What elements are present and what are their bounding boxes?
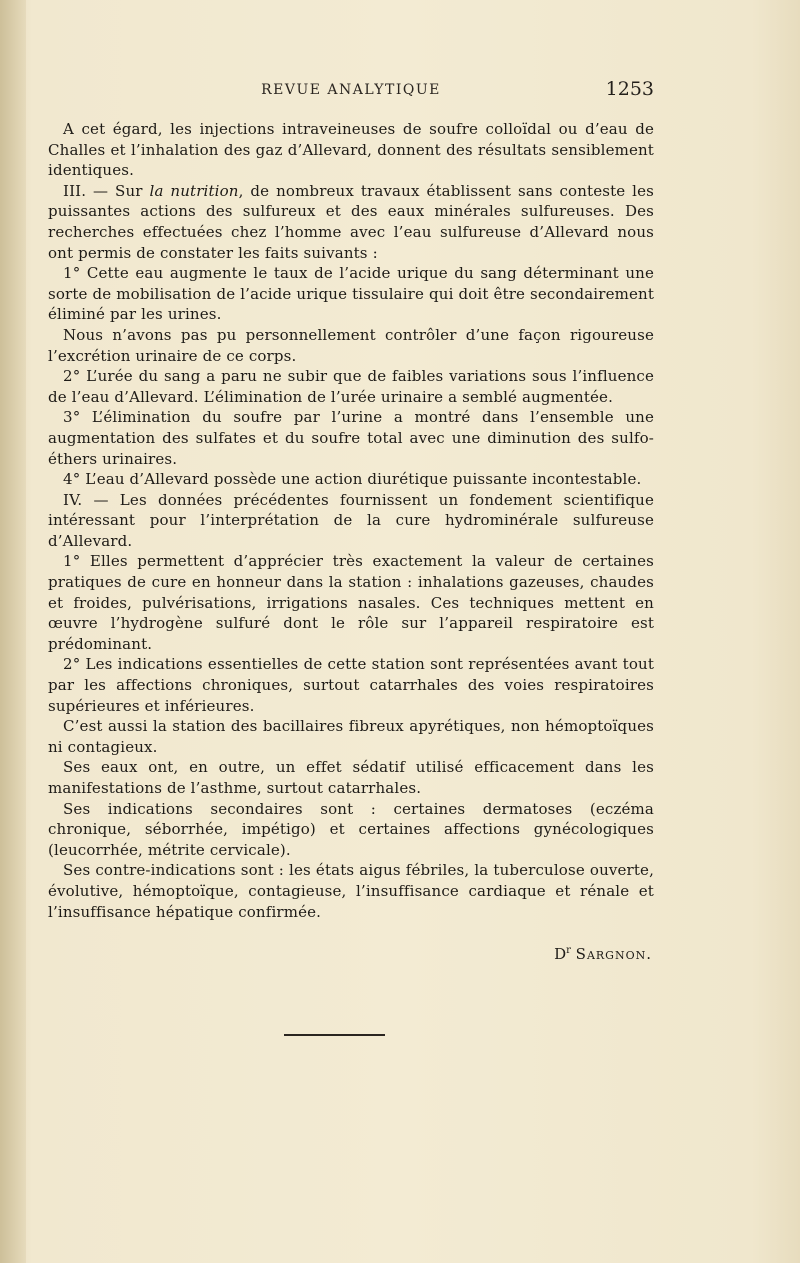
paragraph: Nous n’avons pas pu personnellement contrôler d’une façon rigoureuse l’excrétion urinaire de ce corps. xyxy=(48,325,654,365)
paragraph: III. — Sur la nutrition, de nombreux travaux établissent sans conteste les puissantes actions des sulfureux et des eaux minérales sulfureuses. Des recherches effectuées chez l’homme avec l’eau sulfureuse d’Allevard nous ont permis de constater les faits suivants : xyxy=(48,181,654,262)
section-divider xyxy=(284,1034,385,1036)
paragraph: 1° Cette eau augmente le taux de l’acide urique du sang déterminant une sorte de mobilisation de l’acide urique tissulaire qui doit être secondairement éliminé par les urines. xyxy=(48,264,654,324)
page-number: 1253 xyxy=(605,78,654,100)
author-signature: $D^r$ Sargnon. xyxy=(554,945,652,963)
italic-phrase: la nutrition xyxy=(149,181,239,200)
article-body xyxy=(48,119,654,922)
paragraph: A cet égard, les injections intraveineuses de soufre colloïdal ou d’eau de Challes et l’inhalation des gaz d’Allevard, donnent des résultats sensiblement identiques. xyxy=(48,120,654,180)
page-gutter-shadow xyxy=(0,0,26,1263)
paragraph: C’est aussi la station des bacillaires fibreux apyrétiques, non hémoptoïques ni contagieux. xyxy=(48,717,654,756)
running-title: REVUE ANALYTIQUE xyxy=(261,82,441,98)
page-header xyxy=(48,78,654,108)
paragraph: Ses eaux ont, en outre, un effet sédatif utilisé efficacement dans les manifestations de l’asthme, surtout catarrhales. xyxy=(48,758,654,797)
paragraph: 4° L’eau d’Allevard possède une action diurétique puissante incontestable. xyxy=(63,470,642,489)
paragraph: IV. — Les données précédentes fournissent un fondement scientifique intéressant pour l’interprétation de la cure hydrominérale sulfureuse d’Allevard. xyxy=(48,490,654,550)
paragraph: 2° L’urée du sang a paru ne subir que de faibles variations sous l’influence de l’eau d’Allevard. L’élimination de l’urée urinaire a semblé augmentée. xyxy=(48,367,654,406)
paragraph: 1° Elles permettent d’apprécier très exactement la valeur de certaines pratiques de cure en honneur dans la station : inhalations gazeuses, chaudes et froides, pulvérisations, irrigations nasales. Ces techniques mettent en œuvre l’hydrogène sulfuré dont le rôle sur l’appareil respiratoire est prédominant. xyxy=(48,552,654,653)
author-name: Sargnon. xyxy=(575,945,652,963)
paragraph: 2° Les indications essentielles de cette station sont représentées avant tout par les affections chroniques, surtout catarrhales des voies respiratoires supérieures et inférieures. xyxy=(48,655,654,715)
paragraph: Ses indications secondaires sont : certaines dermatoses (eczéma chronique, séborrhée, impétigo) et certaines affections gynécologiques (leucorrhée, métrite cervicale). xyxy=(48,799,654,859)
paragraph: Ses contre-indications sont : les états aigus fébriles, la tuberculose ouverte, évolutive, hémoptoïque, contagieuse, l’insuffisance cardiaque et rénale et l’insuffisance hépatique confirmée. xyxy=(48,861,654,921)
paragraph: 3° L’élimination du soufre par l’urine a montré dans l’ensemble une augmentation des sulfates et du soufre total avec une diminution des sulfo-éthers urinaires. xyxy=(48,408,654,468)
